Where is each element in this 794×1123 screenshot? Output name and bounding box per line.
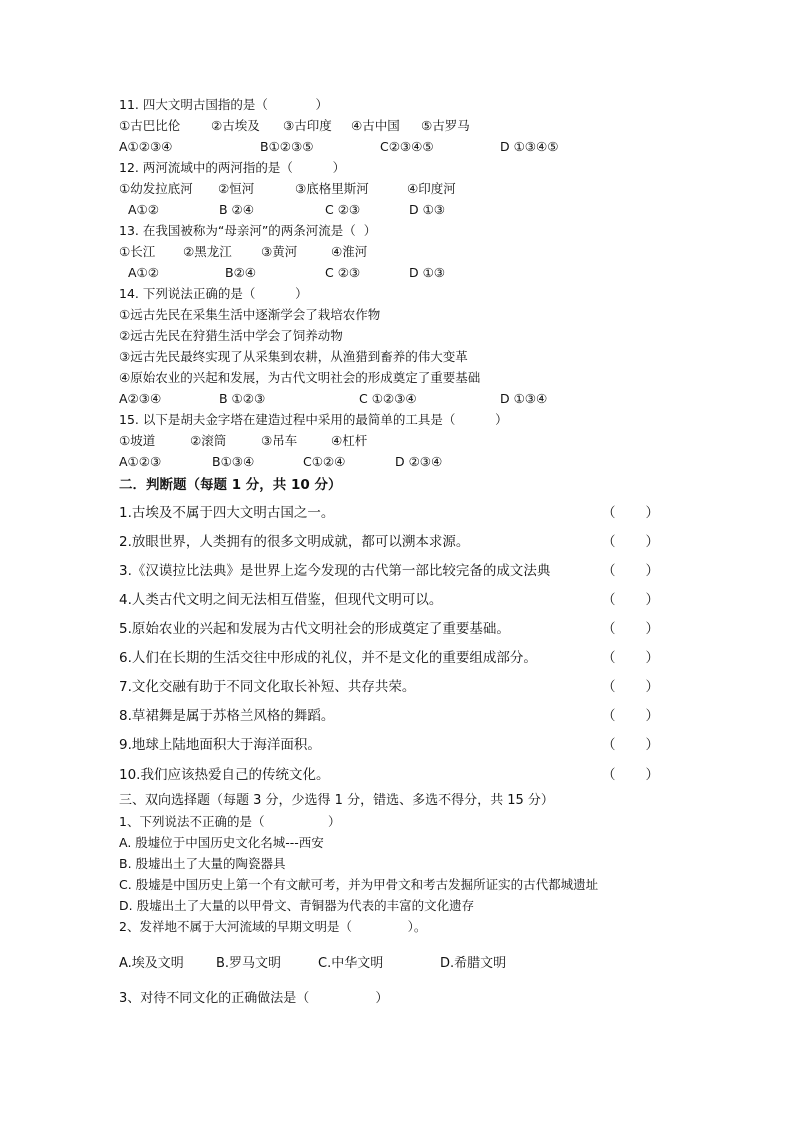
dual-q2-option-c: C.中华文明 <box>318 956 384 971</box>
dual-heading: 三、双向选择题（每题 3 分，少选得 1 分，错选、多选不得分，共 15 分） <box>119 793 554 808</box>
q12-item-3: ③底格里斯河 <box>295 181 369 196</box>
q13-choice-c: C ②③ <box>325 265 361 280</box>
answer-bracket: （ ） <box>601 767 659 783</box>
q15-choice-a: A①②③ <box>119 454 162 469</box>
q15-choice-c: C①②④ <box>303 454 346 469</box>
q14-choice-a: A②③④ <box>119 391 162 406</box>
answer-bracket: （ ） <box>601 679 659 695</box>
judge-row <box>119 706 659 726</box>
dual-q2-option-a: A.埃及文明 <box>119 956 184 971</box>
answer-bracket: （ ） <box>601 737 659 753</box>
dual-q3-stem: 3、对待不同文化的正确做法是（ ） <box>119 991 389 1006</box>
judge-row <box>119 590 659 610</box>
judge-text: 9.地球上陆地面积大于海洋面积。 <box>119 737 321 753</box>
judge-row <box>119 648 659 668</box>
answer-bracket: （ ） <box>601 534 659 550</box>
dual-q1-option-d: D. 殷墟出土了大量的以甲骨文、青铜器为代表的丰富的文化遗存 <box>119 898 475 913</box>
q15-choice-b: B①③④ <box>212 454 255 469</box>
q14-statement-4: ④原始农业的兴起和发展，为古代文明社会的形成奠定了重要基础 <box>119 370 481 385</box>
q15-item-2: ②滚筒 <box>190 433 227 448</box>
q11-choice-a: A①②③④ <box>119 139 173 154</box>
q11-item-4: ④古中国 <box>351 118 400 133</box>
q15-item-3: ③吊车 <box>261 433 298 448</box>
q14-statement-1: ①远古先民在采集生活中逐渐学会了栽培农作物 <box>119 307 381 322</box>
q11-choice-b: B①②③⑤ <box>260 139 314 154</box>
q14-choice-c: C ①②③④ <box>359 391 417 406</box>
dual-q2-stem: 2、发祥地不属于大河流域的早期文明是（ ）。 <box>119 919 427 934</box>
judge-row <box>119 532 659 552</box>
q12-choice-c: C ②③ <box>325 202 361 217</box>
judge-text: 6.人们在长期的生活交往中形成的礼仪，并不是文化的重要组成部分。 <box>119 650 537 666</box>
q11-item-5: ⑤古罗马 <box>421 118 470 133</box>
dual-q2-option-b: B.罗马文明 <box>216 956 282 971</box>
dual-q1-option-b: B. 殷墟出土了大量的陶瓷器具 <box>119 856 286 871</box>
q13-item-1: ①长江 <box>119 244 156 259</box>
q12-stem: 12. 两河流域中的两河指的是（ ） <box>119 160 346 175</box>
answer-bracket: （ ） <box>601 650 659 666</box>
judge-heading: 二．判断题（每题 1 分，共 10 分） <box>119 477 342 493</box>
q11-item-2: ②古埃及 <box>211 118 260 133</box>
q14-statement-3: ③远古先民最终实现了从采集到农耕，从渔猎到畜养的伟大变革 <box>119 349 468 364</box>
q14-stem: 14. 下列说法正确的是（ ） <box>119 286 308 301</box>
answer-bracket: （ ） <box>601 505 659 521</box>
q12-choice-a: A①② <box>128 202 159 217</box>
judge-text: 8.草裙舞是属于苏格兰风格的舞蹈。 <box>119 708 335 724</box>
judge-row <box>119 561 659 581</box>
q13-item-3: ③黄河 <box>261 244 298 259</box>
q13-choice-b: B②④ <box>225 265 256 280</box>
judge-row <box>119 735 659 755</box>
q12-choice-d: D ①③ <box>409 202 446 217</box>
q13-choice-d: D ①③ <box>409 265 446 280</box>
q11-item-3: ③古印度 <box>283 118 332 133</box>
q11-stem: 11. 四大文明古国指的是（ ） <box>119 97 329 112</box>
judge-text: 5.原始农业的兴起和发展为古代文明社会的形成奠定了重要基础。 <box>119 621 510 637</box>
dual-q1-stem: 1、下列说法不正确的是（ ） <box>119 814 341 829</box>
q15-choice-d: D ②③④ <box>395 454 443 469</box>
q11-choice-d: D ①③④⑤ <box>500 139 559 154</box>
answer-bracket: （ ） <box>601 563 659 579</box>
q12-item-2: ②恒河 <box>218 181 255 196</box>
q11-choice-c: C②③④⑤ <box>380 139 434 154</box>
answer-bracket: （ ） <box>601 592 659 608</box>
q11-item-1: ①古巴比伦 <box>119 118 181 133</box>
judge-row <box>119 503 659 523</box>
q12-item-1: ①幼发拉底河 <box>119 181 193 196</box>
q14-choice-d: D ①③④ <box>500 391 548 406</box>
q14-choice-b: B ①②③ <box>219 391 266 406</box>
judge-text: 4.人类古代文明之间无法相互借鉴，但现代文明可以。 <box>119 592 443 608</box>
dual-q1-option-c: C. 殷墟是中国历史上第一个有文献可考，并为甲骨文和考古发掘所证实的古代都城遗址 <box>119 877 599 892</box>
dual-q1-option-a: A. 殷墟位于中国历史文化名城---西安 <box>119 835 324 850</box>
judge-row <box>119 619 659 639</box>
judge-text: 3.《汉谟拉比法典》是世界上迄今发现的古代第一部比较完备的成文法典 <box>119 563 551 579</box>
q13-choice-a: A①② <box>128 265 159 280</box>
judge-row <box>119 765 659 785</box>
answer-bracket: （ ） <box>601 708 659 724</box>
q13-stem: 13. 在我国被称为“母亲河”的两条河流是（ ） <box>119 223 377 238</box>
q15-item-1: ①坡道 <box>119 433 156 448</box>
q13-item-4: ④淮河 <box>331 244 368 259</box>
q13-item-2: ②黑龙江 <box>183 244 232 259</box>
q15-item-4: ④杠杆 <box>331 433 368 448</box>
q14-statement-2: ②远古先民在狩猎生活中学会了饲养动物 <box>119 328 343 343</box>
q15-stem: 15. 以下是胡夫金字塔在建造过程中采用的最简单的工具是（ ） <box>119 412 508 427</box>
judge-text: 1.古埃及不属于四大文明古国之一。 <box>119 505 335 521</box>
judge-text: 2.放眼世界，人类拥有的很多文明成就，都可以溯本求源。 <box>119 534 470 550</box>
dual-q2-option-d: D.希腊文明 <box>440 956 507 971</box>
answer-bracket: （ ） <box>601 621 659 637</box>
judge-text: 10.我们应该热爱自己的传统文化。 <box>119 767 330 783</box>
judge-text: 7.文化交融有助于不同文化取长补短、共存共荣。 <box>119 679 416 695</box>
q12-choice-b: B ②④ <box>219 202 254 217</box>
judge-row <box>119 677 659 697</box>
q12-item-4: ④印度河 <box>407 181 456 196</box>
